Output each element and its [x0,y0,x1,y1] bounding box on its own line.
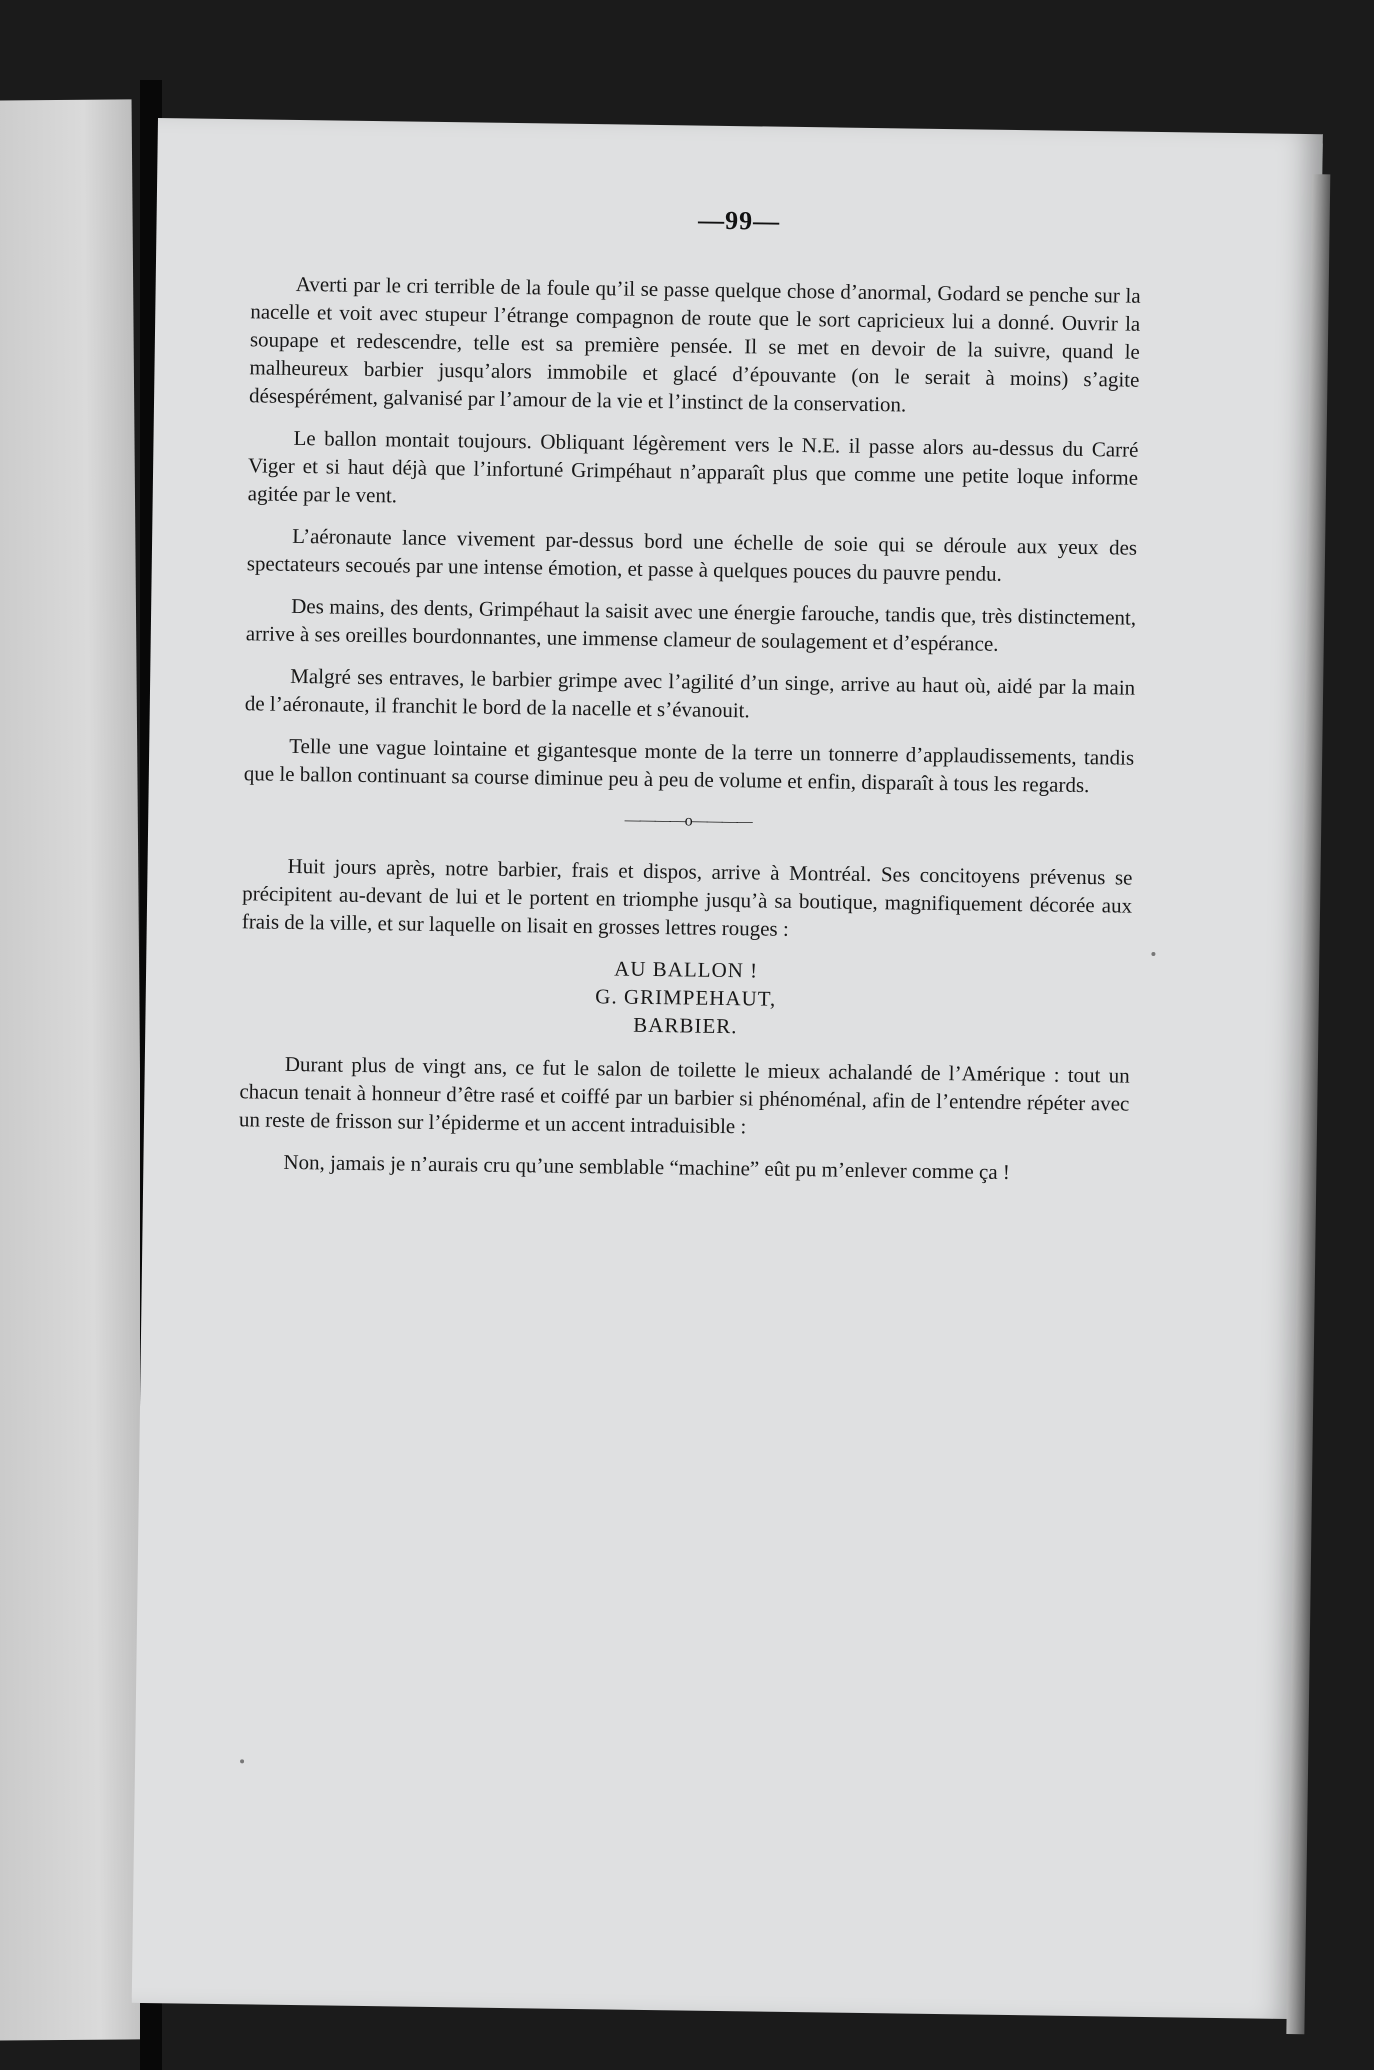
paragraph-4: Des mains, des dents, Grimpéhaut la saisit avec une énergie farouche, tandis que, très distinctement, arrive à ses oreilles bourdonnantes, une immense clameur de soulagement et d’espérance. [245,593,1137,656]
paragraph-9: Non, jamais je n’aurais cru qu’une semblable “machine” eût pu m’enlever comme ça ! [283,1149,1011,1184]
paragraph-3: L’aéronaute lance vivement par-dessus bord une échelle de soie qui se déroule aux yeux des spectateurs secoués par une intense émotion, et passe à quelques pouces du pauvre pendu. [246,523,1138,586]
page-body [238,269,1141,1201]
paragraph-5: Malgré ses entraves, le barbier grimpe avec l’agilité d’un singe, arrive au haut où, aidé par la main de l’aéronaute, il franchit le bord de la nacelle et s’évanouit. [244,663,1136,723]
paper-speck [240,1759,244,1763]
left-page [0,99,148,2040]
page-number: —99— [697,205,781,236]
paragraph-1: Averti par le cri terrible de la foule qu’il se passe quelque chose d’anormal, Godard se penche sur la nacelle et voit avec stupeur l’étrange compagnon de route que le sort capricieux lui a donné. Ouvrir la soupape et redescendre, telle est sa première pensée. Il se met en devoir de la suivre, quand le malheureux barbier jusqu’alors immobile et glacé d’épouvante (on le serait à moins) s’agite désespérément, galvanisé par l’amour de la vie et l’instinct de la conservation. [248,271,1141,417]
sign-line-1: AU BALLON ! [614,956,759,983]
paragraph-6: Telle une vague lointaine et gigantesque monte de la terre un tonnerre d’applaudissements, tandis que le ballon continuant sa course diminue peu à peu de volume et enfin, disparaît à tous les regards. [243,733,1135,798]
sign-line-3: BARBIER. [633,1012,738,1039]
section-separator: ————o———— [624,811,752,831]
paragraph-7: Huit jours après, notre barbier, frais et dispos, arrive à Montréal. Ses concitoyens prévenus se précipitent au-devant de lui et le portent en triomphe jusqu’à sa boutique, magnifiquement décorée aux frais de la ville, et sur laquelle on lisait en grosses lettres rouges : [241,853,1133,941]
shop-sign [240,949,1131,1045]
page-edge [1286,174,1330,2034]
paper-speck [1151,952,1155,956]
sign-line-2: G. GRIMPEHAUT, [595,984,777,1011]
paragraph-2: Le ballon montait toujours. Obliquant légèrement vers le N.E. il passe alors au-dessus du Carré Viger et si haut déjà que l’infortuné Grimpéhaut n’apparaît plus que comme une petite loque informe agitée par le vent. [247,425,1139,508]
left-margin-marks [0,101,8,2041]
book-page [132,118,1323,2019]
paragraph-8: Durant plus de vingt ans, ce fut le salon de toilette le mieux achalandé de l’Amérique : tout un chacun tenait à honneur d’être rasé et coiffé par un barbier si phénoménal, afin de l’entendre répéter avec un reste de frisson sur l’épiderme et un accent intraduisible : [238,1051,1130,1139]
